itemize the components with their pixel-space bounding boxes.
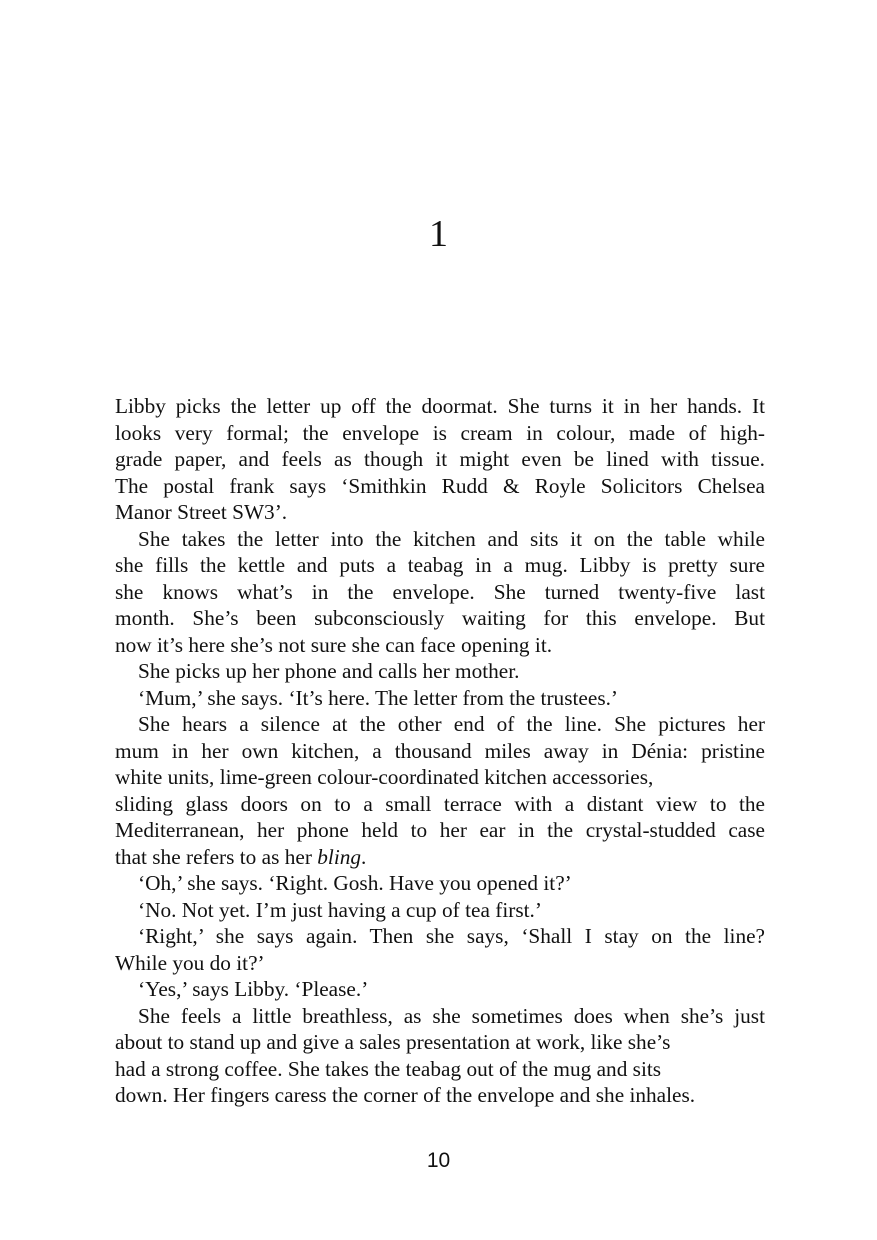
paragraph xyxy=(115,658,765,685)
text-line: white units, lime-green colour-coordinated kitchen accessories, xyxy=(115,765,654,789)
text-line: sliding glass doors on to a small terrace with a distant view to the xyxy=(115,791,765,816)
text-line: The postal frank says ‘Smithkin Rudd & Royle Solicitors Chelsea xyxy=(115,473,765,498)
paragraph xyxy=(115,1003,765,1109)
chapter-number: 1 xyxy=(429,213,448,255)
text-line: ‘Mum,’ she says. ‘It’s here. The letter from the trustees.’ xyxy=(138,685,619,710)
text-line: She takes the letter into the kitchen and sits it on the table while xyxy=(138,526,765,551)
paragraph xyxy=(115,923,765,976)
text-line: While you do it?’ xyxy=(115,950,265,975)
text-line: She feels a little breathless, as she sometimes does when she’s just xyxy=(138,1003,765,1028)
paragraph xyxy=(115,711,765,870)
page-number: 10 xyxy=(426,1149,451,1172)
text-line: Mediterranean, her phone held to her ear in the crystal-studded case xyxy=(115,818,765,842)
paragraph xyxy=(115,976,765,1003)
text-fragment: that she refers to as her xyxy=(115,844,318,869)
text-line: Manor Street SW3’. xyxy=(115,500,288,524)
text-line: Libby picks the letter up off the doormat. She turns it in her hands. It xyxy=(115,394,765,418)
text-line xyxy=(115,844,765,871)
text-fragment: . xyxy=(361,844,367,869)
text-line: ‘Oh,’ she says. ‘Right. Gosh. Have you opened it?’ xyxy=(138,871,572,895)
text-line: She picks up her phone and calls her mother. xyxy=(138,659,520,683)
text-line: ‘Yes,’ says Libby. ‘Please.’ xyxy=(138,977,369,1001)
paragraph xyxy=(115,870,765,897)
text-line: down. Her fingers caress the corner of the envelope and she inhales. xyxy=(115,1083,696,1107)
text-line: grade paper, and feels as though it might even be lined with tissue. xyxy=(115,447,765,471)
text-line: ‘Right,’ she says again. Then she says, ‘Shall I stay on the line? xyxy=(138,924,765,948)
text-line: she knows what’s in the envelope. She turned twenty-five last xyxy=(115,579,765,604)
paragraph xyxy=(115,897,765,924)
paragraph xyxy=(115,685,765,712)
text-line: She hears a silence at the other end of the line. She pictures her xyxy=(138,712,765,736)
text-line: ‘No. Not yet. I’m just having a cup of tea first.’ xyxy=(138,897,542,922)
text-line: month. She’s been subconsciously waiting for this envelope. But xyxy=(115,606,765,630)
text-line: mum in her own kitchen, a thousand miles away in Dénia: pristine xyxy=(115,738,765,763)
text-line: about to stand up and give a sales presentation at work, like she’s xyxy=(115,1030,671,1054)
text-line: she fills the kettle and puts a teabag in a mug. Libby is pretty sure xyxy=(115,553,765,577)
text-line: had a strong coffee. She takes the teabag out of the mug and sits xyxy=(115,1056,662,1081)
paragraph xyxy=(115,526,765,659)
paragraph xyxy=(115,393,765,526)
italic-word: bling xyxy=(317,844,362,869)
text-line: looks very formal; the envelope is cream in colour, made of high- xyxy=(115,420,765,445)
text-line: now it’s here she’s not sure she can face opening it. xyxy=(115,632,553,657)
chapter-body xyxy=(115,393,765,1109)
